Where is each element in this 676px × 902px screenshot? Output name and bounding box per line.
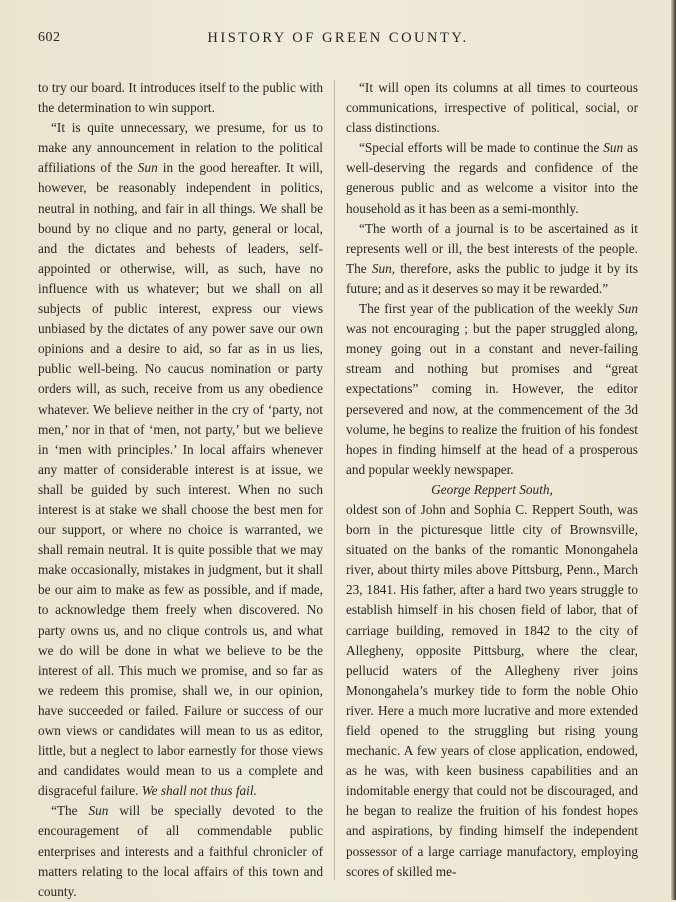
biography-heading: George Reppert South, (431, 481, 553, 497)
page-number: 602 (38, 30, 61, 45)
paragraph: to try our board. It introduces itself to the public with the determination to win support. (38, 80, 323, 116)
paragraph: “The worth of a journal is to be ascertained as it represents well or ill, the best interests of the people. The Sun, therefore, asks the public to judge it by its future; and as it deserves so may it be rewarded.” (346, 220, 638, 296)
page-header (38, 30, 638, 52)
left-column (38, 78, 323, 902)
column-divider (334, 80, 335, 880)
right-column (346, 78, 638, 882)
paragraph: oldest son of John and Sophia C. Reppert South, was born in the picturesque little city of Brownsville, situated on the banks of the romantic Monongahela river, about thirty miles above Pittsburg, Penn., March 23, 1841. His father, after a hard two years struggle to establish himself in his chosen field of labor, that of carriage building, removed in 1842 to the city of Allegheny, opposite Pittsburg, where the clear, pellucid waters of the Allegheny river joins Monongahela’s murkey tide to form the noble Ohio river. Here a much more lucrative and more extended field opened to the struggling but rising young mechanic. A few years of close application, endowed, as he was, with keen business capabilities and an indomitable energy that could not be discouraged, and he began to realize the fruition of his fondest hopes and aspirations, by finding himself the independent possessor of a large carriage manufactory, employing scores of skilled me- (346, 501, 638, 879)
paragraph: “It will open its columns at all times to courteous communications, irrespective of political, social, or class distinctions. (346, 80, 638, 136)
paragraph: “It is quite unnecessary, we presume, for us to make any announcement in relation to the political affiliations of the Sun in the good hereafter. It will, however, be reasonably independent in politics, neutral in nothing, and fair in all things. We shall be bound by no clique and no party, general or local, and the dictates and behests of leaders, self-appointed or otherwise, will, as such, have no influence with us whatever; but we shall on all subjects of public interest, express our views unbiased by the dictates of any power save our own opinions and a desire to aid, so far as in us lies, public well-being. No caucus nomination or party orders will, as such, receive from us any obedience whatever. We believe neither in the cry of ‘party, not men,’ nor in that of ‘men, not party,’ but we believe in ‘men with principles.’ In local affairs whenever any matter of considerable interest is at issue, we shall be guided by such interest. When no such interest is at stake we shall choose the best men for our support, or where no choice is warranted, we shall remain neutral. It is quite possible that we may make occasionally, mistakes in judgment, but it shall be our aim to make as few as possible, and if made, to acknowledge them freely when discovered. No party owns us, and no clique controls us, and what we do will be done in what we believe to be the interest of all. This much we promise, and so far as we redeem this promise, shall we, in our opinion, have succeeded or failed. Failure or success of our own views or candidates will mean to us as editor, little, but a neglect to labor earnestly for those views and candidates would mean to us a complete and disgraceful failure. We shall not thus fail. (38, 120, 323, 799)
paragraph: “The Sun will be specially devoted to the encouragement of all commendable public enterprises and interests and a faithful chronicler of matters relating to the local affairs of this town and county. (38, 803, 324, 899)
paragraph: “Special efforts will be made to continue the Sun as well-deserving the regards and confidence of the generous public and as welcome a visitor into the household as it has been as a semi-monthly. (346, 140, 639, 216)
running-title: HISTORY OF GREEN COUNTY. (207, 30, 469, 46)
page-edge-shadow (671, 0, 676, 900)
paragraph: The first year of the publication of the weekly Sun was not encouraging ; but the paper struggled along, money going out in a constant and never-failing stream and nothing but promises and “great expectations” coming in. However, the editor persevered and now, at the commencement of the 3d volume, he begins to realize the fruition of his fondest hopes in finding himself at the head of a prosperous and popular weekly newspaper. (346, 301, 638, 477)
